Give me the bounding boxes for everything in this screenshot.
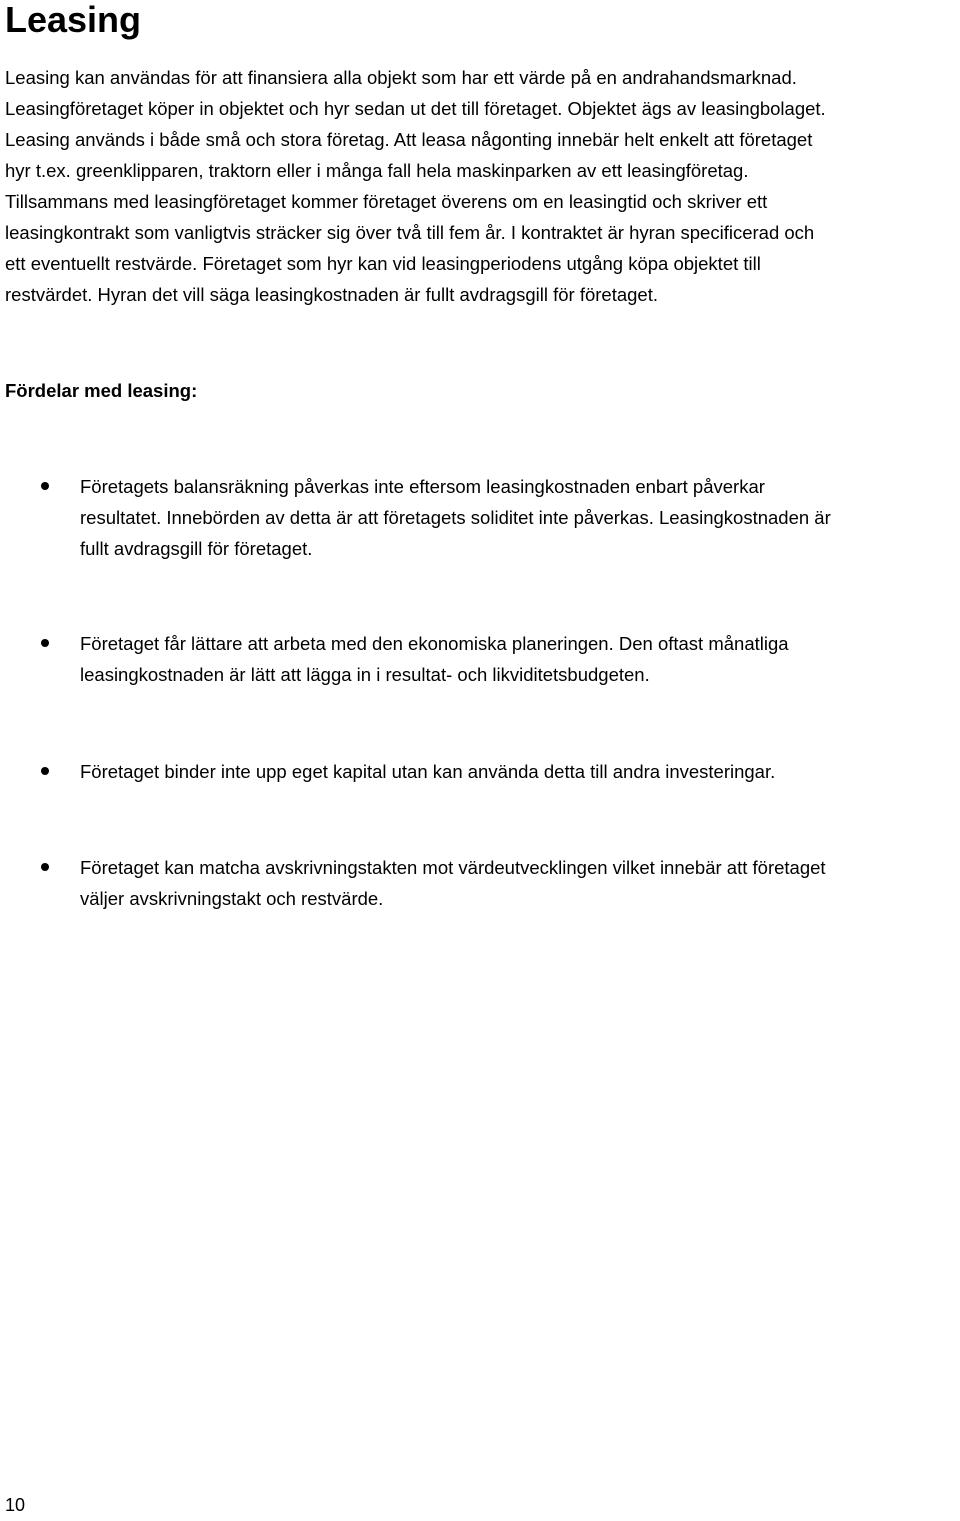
paragraph-line: hyr t.ex. greenklipparen, traktorn eller i många fall hela maskinparken av ett leasingföretag. (5, 160, 749, 181)
advantages-heading (5, 375, 955, 406)
bullet-icon (41, 482, 49, 490)
list-item-text (80, 471, 955, 564)
list-item-line: Företagets balansräkning påverkas inte eftersom leasingkostnaden enbart påverkar (80, 476, 765, 497)
page-title: Leasing (5, 0, 142, 40)
list-item-line: Företaget binder inte upp eget kapital utan kan använda detta till andra investeringar. (80, 761, 776, 782)
list-item-line: väljer avskrivningstakt och restvärde. (80, 888, 384, 909)
list-item-line: fullt avdragsgill för företaget. (80, 538, 313, 559)
heading-text: Fördelar med leasing: (5, 380, 198, 401)
list-item-text (80, 852, 955, 914)
list-item-line: resultatet. Innebörden av detta är att företagets soliditet inte påverkas. Leasingkostnaden är (80, 507, 831, 528)
paragraph-line: Leasingföretaget köper in objektet och hyr sedan ut det till företaget. Objektet ägs av leasingbolaget. (5, 98, 826, 119)
paragraph-line: ett eventuellt restvärde. Företaget som hyr kan vid leasingperiodens utgång köpa objektet till (5, 253, 761, 274)
list-item-line: leasingkostnaden är lätt att lägga in i resultat- och likviditetsbudgeten. (80, 664, 650, 685)
bullet-icon (41, 863, 49, 871)
list-item-line: Företaget får lättare att arbeta med den ekonomiska planeringen. Den oftast månatliga (80, 633, 789, 654)
intro-paragraph (5, 62, 955, 310)
bullet-icon (41, 639, 49, 647)
paragraph-line: Leasing kan användas för att finansiera alla objekt som har ett värde på en andrahandsmarknad. (5, 67, 797, 88)
list-item-text (80, 628, 955, 690)
paragraph-line: restvärdet. Hyran det vill säga leasingkostnaden är fullt avdragsgill för företaget. (5, 284, 658, 305)
paragraph-line: leasingkontrakt som vanligtvis sträcker sig över två till fem år. I kontraktet är hyran specificerad och (5, 222, 815, 243)
page-number: 10 (5, 1495, 26, 1515)
bullet-icon (41, 767, 49, 775)
list-item-line: Företaget kan matcha avskrivningstakten mot värdeutvecklingen vilket innebär att företaget (80, 857, 826, 878)
paragraph-line: Tillsammans med leasingföretaget kommer företaget överens om en leasingtid och skriver ett (5, 191, 768, 212)
paragraph-line: Leasing används i både små och stora företag. Att leasa någonting innebär helt enkelt att företaget (5, 129, 813, 150)
list-item-text (80, 756, 955, 787)
